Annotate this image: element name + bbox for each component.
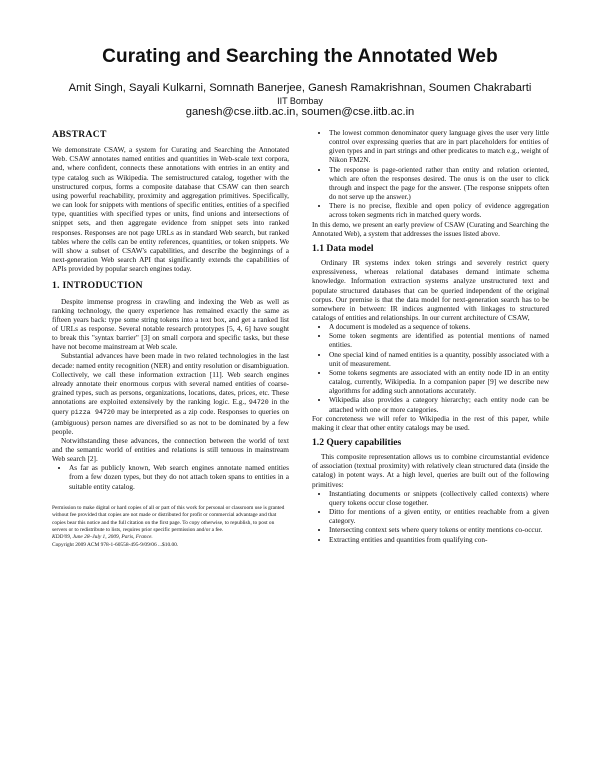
list-item: • Wikipedia also provides a category hierarchy; each entity node can be attached with one or more categories. [329, 395, 549, 413]
intro-paragraph-2: Substantial advances have been made in two related technologies in the last decade: named entity recognition (NER) and entity resolution or disambiguation. Collectively, we call these information extraction [11]. Web search engines already annotate their enormous corpus with several named entities of coarse-grained types, such as persons, organizations, locations, dates, prices, etc. These annotations are exploited extensively by the ranking logic. E.g., 94720 in the query pizza 94720 may be interpreted as a zip code. Responses to queries on (ambiguous) person names are diversified so as not to be dominated by a few people. [52, 351, 289, 436]
data-model-closing: For concreteness we will refer to Wikipedia in the rest of this paper, while making it clear that other entity catalogs may be used. [312, 413, 549, 432]
demo-summary: In this demo, we present an early preview of CSAW (Curating and Searching the Annotated Web), a system that addresses the issues listed above. [312, 219, 549, 238]
list-item: • The response is page-oriented rather than entity and relation oriented, which are often the responses desired. The onus is on the user to click through and inspect the page for the answer. (The response snippets often do not serve up the answer.) [329, 165, 549, 202]
intro-paragraph-1: Despite immense progress in crawling and indexing the Web as well as ranking technology, the query experience has remained exactly the same as fifteen years back: type some string tokens into a text box, and get a ranked list of URLs as response. Several notable research prototypes [5, 4, 6] have sought to break this "syntax barrier" [3] on small corpora and specific tasks, but these have not become mainstream at Web scale. [52, 296, 289, 352]
list-item: • As far as publicly known, Web search engines annotate named entities from a few dozen types, but they do not attach token spans to entities in a suitable entity catalog. [69, 463, 289, 490]
right-column [312, 128, 549, 544]
intro-bullets [52, 463, 289, 490]
list-item: • Intersecting context sets where query tokens or entity mentions co-occur. [329, 525, 549, 534]
permission-notice: Permission to make digital or hard copies of all or part of this work for personal or classroom use is granted without fee provided that copies are not made or distributed for profit or commercial advantage and that copies bear this notice and the full citation on the first page. To copy otherwise, to republish, to post on servers or to redistribute to lists, requires prior specific permission and/or a fee. [52, 504, 285, 533]
code-zip: 94720 [248, 399, 269, 407]
list-item: • Instantiating documents or snippets (collectively called contexts) where query tokens occur close together. [329, 489, 549, 507]
query-capabilities-paragraph: This composite representation allows us to combine circumstantial evidence of association (textual proximity) with relatively clean structured data (inside the catalog) in potent ways. At a high level, queries are built out of the following primitives: [312, 452, 549, 489]
copyright-line: Copyright 2009 ACM 978-1-60558-495-9/09/06 ...$10.00. [52, 541, 179, 548]
list-item: • Extracting entities and quantities from qualifying con- [329, 535, 549, 544]
limitations-list [312, 128, 549, 220]
list-item: • One special kind of named entities is a quantity, possibly associated with a unit of measurement. [329, 350, 549, 368]
paper-title: Curating and Searching the Annotated Web [102, 46, 498, 67]
list-item: • The lowest common denominator query language gives the user very little control over expressing queries that are in part placeholders for entities of given types and in part strings and other predicates to match e.g., weight of Nikon FM2N. [329, 128, 549, 165]
affiliation: IIT Bombay [277, 96, 323, 106]
author-list: Amit Singh, Sayali Kulkarni, Somnath Banerjee, Ganesh Ramakrishnan, Soumen Chakrabarti [68, 82, 532, 94]
data-model-list [312, 322, 549, 414]
left-column [52, 128, 289, 549]
data-model-paragraph: Ordinary IR systems index token strings and severely restrict query expressiveness, whereas relational databases demand intimate schema knowledge. Information extraction systems analyze unstructured text and populate structured databases that can be queried independent of the original corpus. Our premise is that the data model for next-generation search has to be somewhere in between: IR indices augmented with linkages to structured catalogs of entities and relationships. In our current architecture of CSAW, [312, 258, 549, 322]
list-item: • A document is modeled as a sequence of tokens. [329, 322, 549, 331]
intro-paragraph-3: Notwithstanding these advances, the connection between the world of text and the semantic world of entities and relations is still tenuous in mainstream Web search [2]. [52, 435, 289, 464]
query-capabilities-heading: 1.2 Query capabilities [312, 437, 402, 448]
query-primitives-list [312, 489, 549, 544]
intro-heading: 1. INTRODUCTION [52, 280, 143, 292]
conference-line: KDD'09, June 28–July 1, 2009, Paris, France. [52, 534, 153, 541]
data-model-heading: 1.1 Data model [312, 242, 374, 254]
list-item: • There is no precise, flexible and open policy of evidence aggregation across token segments rich in matched query words. [329, 201, 549, 219]
list-item: • Some tokens segments are associated with an entity node ID in an entity catalog, currently, Wikipedia. In a companion paper [9] we describe new algorithms for adding such annotations accurately. [329, 368, 549, 395]
abstract-text: We demonstrate CSAW, a system for Curating and Searching the Annotated Web. CSAW annotates named entities and quantities in Web-scale text corpora, and, where confident, connects these annotations with entries in an entity and type catalog such as Wikipedia. The semistructured catalog, together with the unstructured corpus, forms a composite database that CSAW can then search using powerful reachability, proximity and aggregation primitives. Specifically, we can look for snippets with mentions of specific entities, entities of a specified type, quantities with specified types or units, find unions and intersections of snippet sets, and then aggregate evidence from snippet sets into ranked responses. Responses are not page URLs as in standard Web search, but ranked tables where the cells can be entity references, quantities, or token snippets. We will show a subset of CSAW's capabilities, and describe the beginnings of a next-generation Web search API that significantly extends the capabilities of APIs provided by popular search engines today. [52, 145, 289, 274]
author-emails: ganesh@cse.iitb.ac.in, soumen@cse.iitb.ac.in [185, 106, 415, 118]
copyright-footnote [52, 505, 289, 549]
abstract-heading: ABSTRACT [52, 129, 107, 140]
list-item: • Some token segments are identified as potential mentions of named entities. [329, 331, 549, 349]
code-query: pizza 94720 [70, 409, 115, 417]
list-item: • Ditto for mentions of a given entity, or entities reachable from a given category. [329, 507, 549, 525]
